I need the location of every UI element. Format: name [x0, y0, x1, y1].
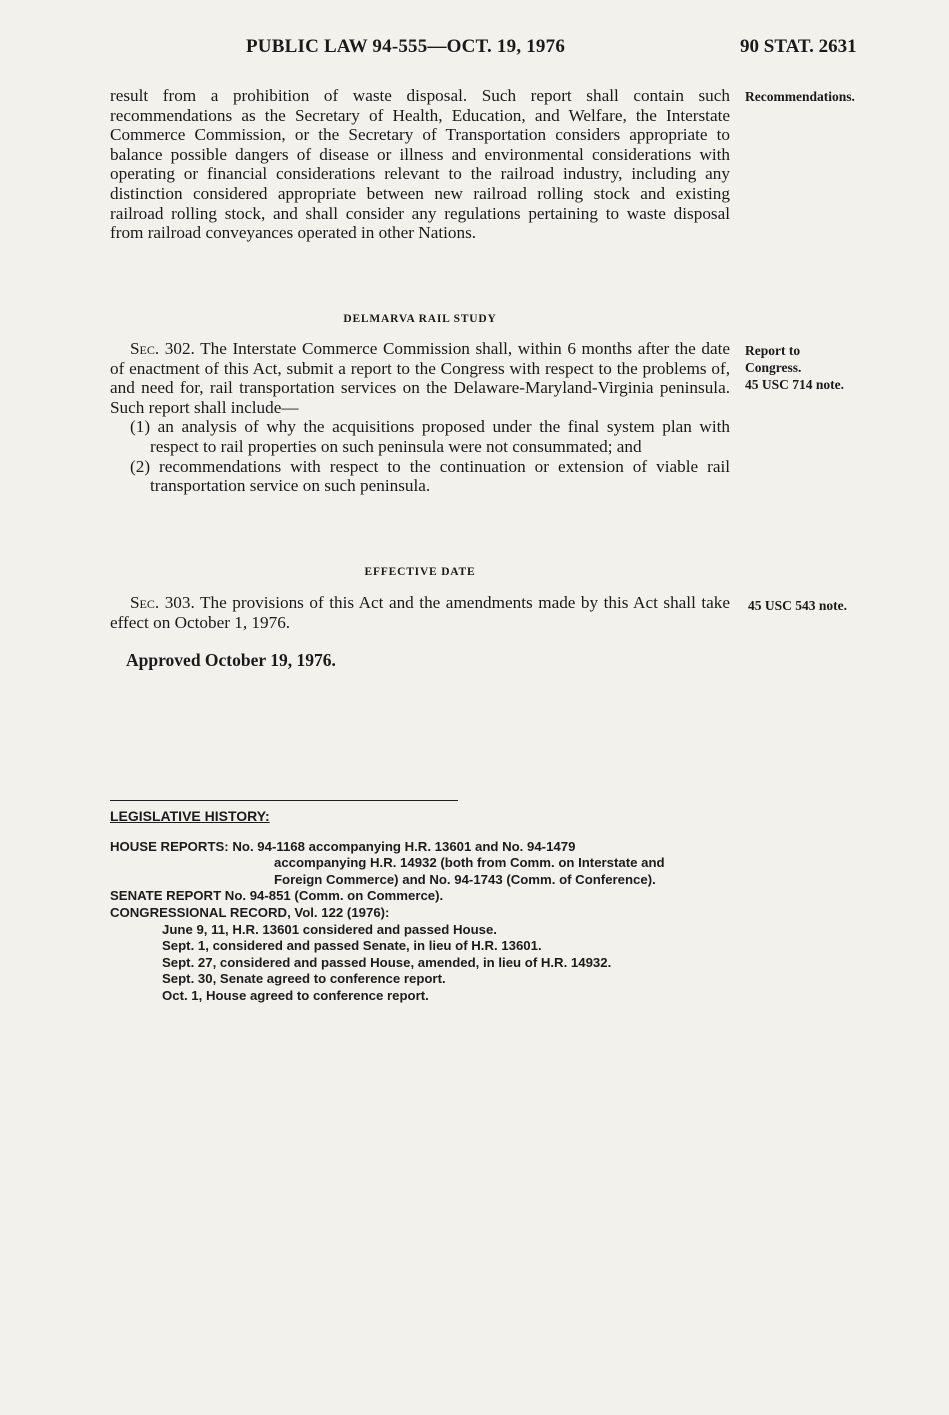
page-title: PUBLIC LAW 94-555—OCT. 19, 1976: [246, 36, 566, 57]
section-label: Sec. 302.: [130, 339, 195, 358]
list-item-1: (1) an analysis of why the acquisitions proposed under the final system plan with respect to rail properties on such peninsula were not consummated; and: [130, 417, 730, 456]
senate-report: SENATE REPORT No. 94-851 (Comm. on Commerce).: [110, 888, 444, 904]
section-302-text: [110, 339, 730, 417]
record-event: Oct. 1, House agreed to conference report.: [162, 987, 429, 1003]
section-heading-effective-date: [110, 563, 730, 583]
record-event: Sept. 1, considered and passed Senate, in lieu of H.R. 13601.: [162, 938, 542, 954]
record-event: Sept. 30, Senate agreed to conference report.: [162, 971, 446, 987]
house-reports-line1: No. 94-1168 accompanying H.R. 13601 and No. 94-1479: [232, 838, 576, 854]
section-body: The provisions of this Act and the amendments made by this Act shall take effect on October 1, 1976.: [110, 593, 730, 632]
house-reports-line2: accompanying H.R. 14932 (both from Comm. on Interstate and: [274, 855, 665, 871]
legislative-history-title: LEGISLATIVE HISTORY:: [110, 808, 270, 824]
statute-page-number: 90 STAT. 2631: [740, 36, 857, 57]
section-body: The Interstate Commerce Commission shall, within 6 months after the date of enactment of this Act, submit a report to the Congress with respect to the problems of, and need for, rail transportation services on the Delaware-Maryland-Virginia peninsula. Such report shall include—: [110, 339, 730, 417]
divider-rule: [110, 800, 458, 801]
heading-text: EFFECTIVE DATE: [364, 566, 476, 578]
section-heading-delmarva: [110, 310, 730, 330]
section-302: [110, 339, 730, 496]
margin-note-recommendations: Recommendations.: [745, 89, 855, 104]
house-reports: [110, 839, 710, 856]
section-303: [110, 593, 730, 632]
heading-text: DELMARVA RAIL STUDY: [343, 313, 497, 325]
house-reports-label: HOUSE REPORTS:: [110, 838, 229, 854]
list-item-2: (2) recommendations with respect to the continuation or extension of viable rail transportation service on such peninsula.: [130, 456, 730, 496]
paragraph-text: result from a prohibition of waste disposal. Such report shall contain such recommendations as the Secretary of Health, Education, and Welfare, the Interstate Commerce Commission, or the Secretary of Transportation considers appropriate to balance possible dangers of disease or illness and environmental considerations with operating or financial considerations relevant to the railroad industry, including any distinction considered appropriate between new railroad rolling stock and existing railroad rolling stock, and shall consider any regulations pertaining to waste disposal from railroad conveyances operated in other Nations.: [110, 86, 730, 243]
margin-note-report-to-congress: Report to Congress.: [745, 343, 802, 375]
margin-note-usc-543: 45 USC 543 note.: [748, 598, 848, 613]
page-header: [0, 36, 949, 66]
legislative-history: [110, 808, 710, 1005]
record-event: June 9, 11, H.R. 13601 considered and passed House.: [162, 921, 497, 937]
house-reports-line3: Foreign Commerce) and No. 94-1743 (Comm. of Conference).: [274, 871, 656, 887]
section-303-text: [110, 593, 730, 632]
margin-note-usc-714: 45 USC 714 note.: [745, 377, 845, 392]
record-event: Sept. 27, considered and passed House, amended, in lieu of H.R. 14932.: [162, 954, 612, 970]
approval-date: Approved October 19, 1976.: [126, 650, 336, 670]
section-label: Sec. 303.: [130, 593, 195, 612]
congressional-record: CONGRESSIONAL RECORD, Vol. 122 (1976):: [110, 904, 390, 920]
paragraph-waste-disposal: [110, 86, 730, 243]
